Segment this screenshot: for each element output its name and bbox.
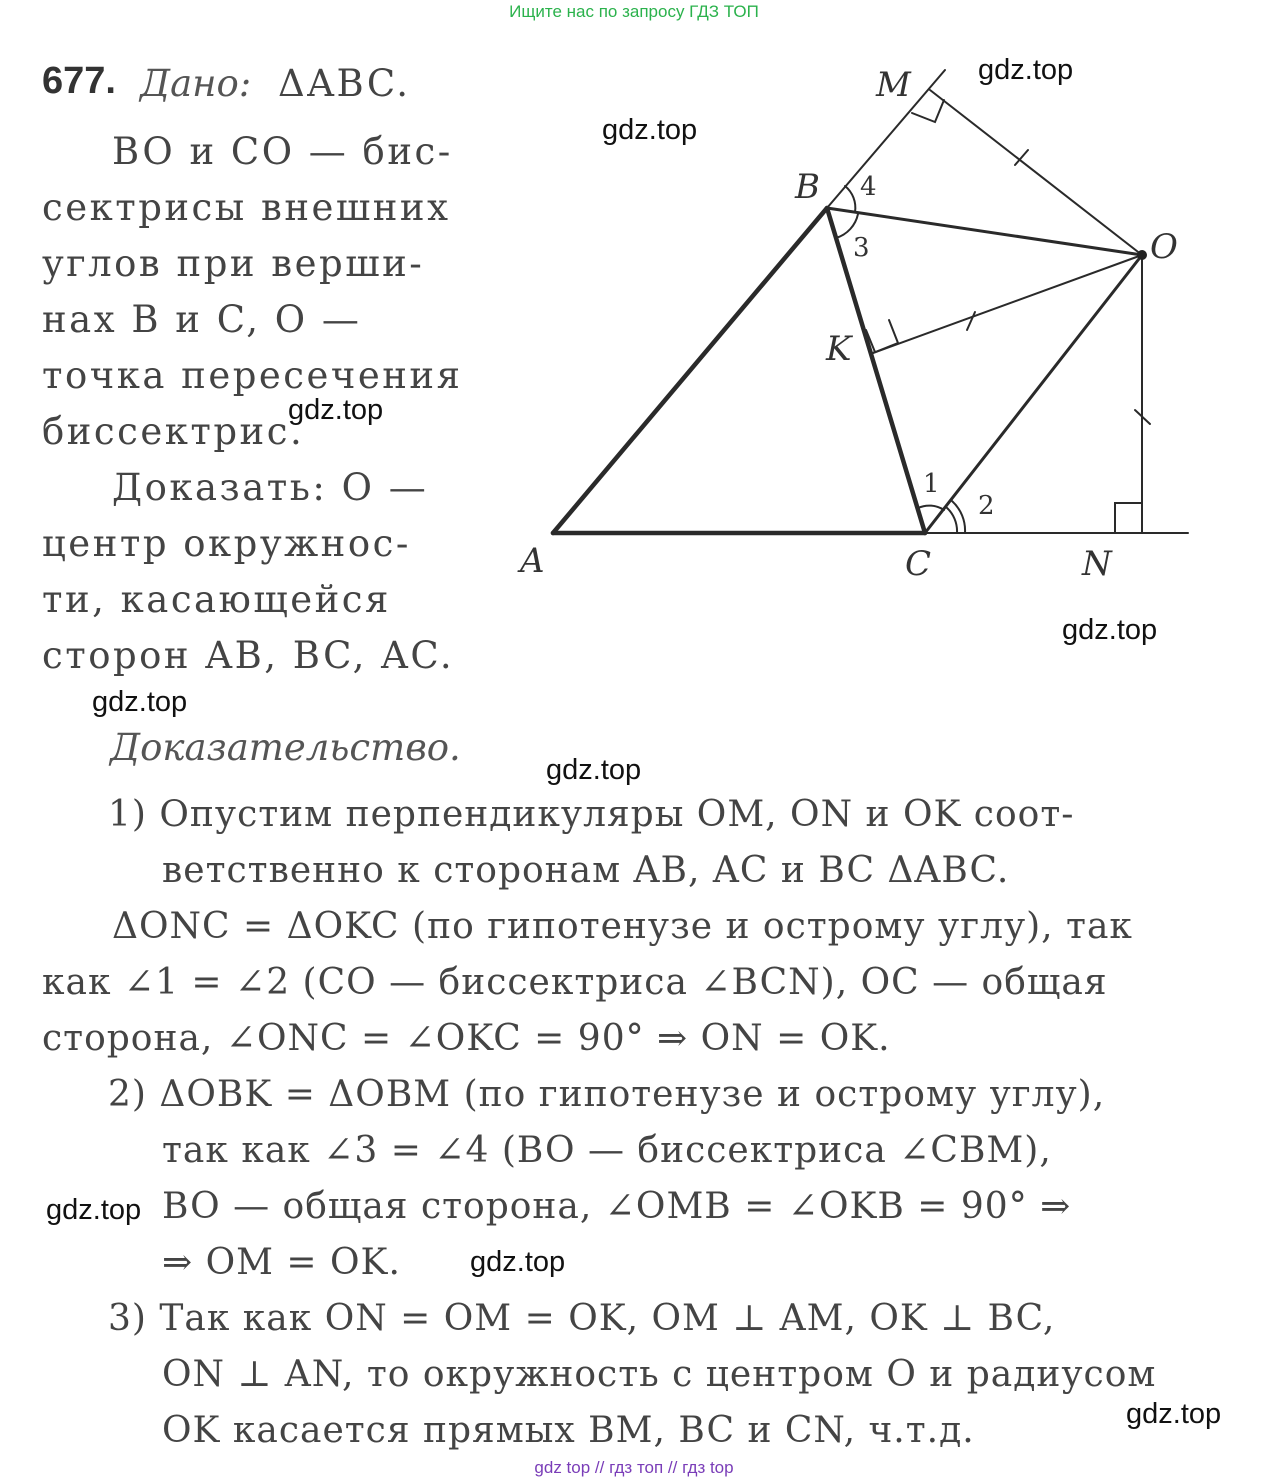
proof-line: 3) Так как ON = OM = OK, OM ⊥ AM, OK ⊥ BC, — [108, 1298, 1056, 1339]
given-line: BO и CO — бис- — [112, 130, 453, 173]
label-a: A — [520, 541, 545, 581]
arc-angle-4 — [845, 186, 855, 212]
watermark: gdz.top — [470, 1246, 566, 1278]
proof-line: ветственно к сторонам AB, AC и BC ΔABC. — [162, 850, 1010, 891]
given-line: точка пересечения — [42, 354, 463, 397]
label-angle-1: 1 — [923, 469, 940, 499]
label-o: O — [1150, 227, 1178, 267]
label-b: B — [795, 167, 820, 207]
label-c: C — [905, 544, 932, 584]
label-k: K — [826, 329, 852, 369]
proof-line: ΔONC = ΔOKC (по гипотенузе и острому углу), так — [112, 906, 1133, 947]
proof-line: ⇒ OM = OK. — [162, 1242, 401, 1283]
proof-line: так как ∠3 = ∠4 (BO — биссектриса ∠CBM), — [162, 1130, 1052, 1171]
label-angle-4: 4 — [860, 172, 877, 202]
given-line: углов при верши- — [42, 242, 425, 285]
proof-line: BO — общая сторона, ∠OMB = ∠OKB = 90° ⇒ — [162, 1186, 1072, 1227]
watermark: gdz.top — [1062, 614, 1158, 646]
given-line: биссектрис. — [42, 410, 305, 453]
proof-line: OK касается прямых BM, BC и CN, ч.т.д. — [162, 1410, 975, 1451]
watermark: gdz.top — [46, 1194, 142, 1226]
proof-title: Доказательство. — [110, 726, 461, 769]
watermark: gdz.top — [602, 114, 698, 146]
watermark: gdz.top — [1126, 1398, 1222, 1430]
arc-angle-2a — [946, 507, 957, 533]
label-m: M — [876, 65, 911, 105]
watermark: gdz.top — [92, 686, 188, 718]
problem-number: 677. — [42, 60, 116, 102]
label-angle-2: 2 — [978, 491, 995, 521]
given-line: нах B и C, O — — [42, 298, 362, 341]
proof-line: сторона, ∠ONC = ∠OKC = 90° ⇒ ON = OK. — [42, 1018, 891, 1059]
watermark: gdz.top — [288, 394, 384, 426]
watermark: gdz.top — [978, 54, 1074, 86]
top-banner: Ищите нас по запросу ГДЗ ТОП — [509, 2, 759, 21]
right-angle-n — [1115, 503, 1142, 533]
prove-line: сторон AB, BC, AC. — [42, 634, 455, 677]
segment-bc — [827, 208, 925, 533]
segment-om — [930, 90, 1142, 255]
segment-co — [925, 255, 1142, 533]
segment-bo — [827, 208, 1142, 255]
watermark: gdz.top — [546, 754, 642, 786]
given-line: сектрисы внешних — [42, 186, 451, 229]
arc-angle-1 — [918, 506, 944, 510]
segment-ab — [553, 208, 827, 533]
prove-line: ти, касающейся — [42, 578, 391, 621]
label-angle-3: 3 — [853, 233, 870, 263]
tick-ok — [967, 312, 975, 330]
proof-line: 2) ΔOBK = ΔOBM (по гипотенузе и острому углу), — [108, 1074, 1106, 1115]
given-triangle: ΔABC. — [278, 62, 411, 105]
point-o-dot — [1137, 250, 1147, 260]
label-n: N — [1082, 544, 1112, 584]
segment-ok — [873, 255, 1142, 353]
given-label: Дано: — [140, 62, 252, 105]
bottom-banner: gdz top // гдз топ // гдз top — [534, 1458, 734, 1477]
prove-line: центр окружнос- — [42, 522, 411, 565]
proof-line: 1) Опустим перпендикуляры OM, ON и OK соот- — [108, 794, 1075, 835]
proof-line: как ∠1 = ∠2 (CO — биссектриса ∠BCN), OC — общая — [42, 962, 1108, 1003]
prove-line: Доказать: O — — [112, 466, 429, 509]
proof-line: ON ⊥ AN, то окружность с центром O и радиусом — [162, 1354, 1157, 1395]
